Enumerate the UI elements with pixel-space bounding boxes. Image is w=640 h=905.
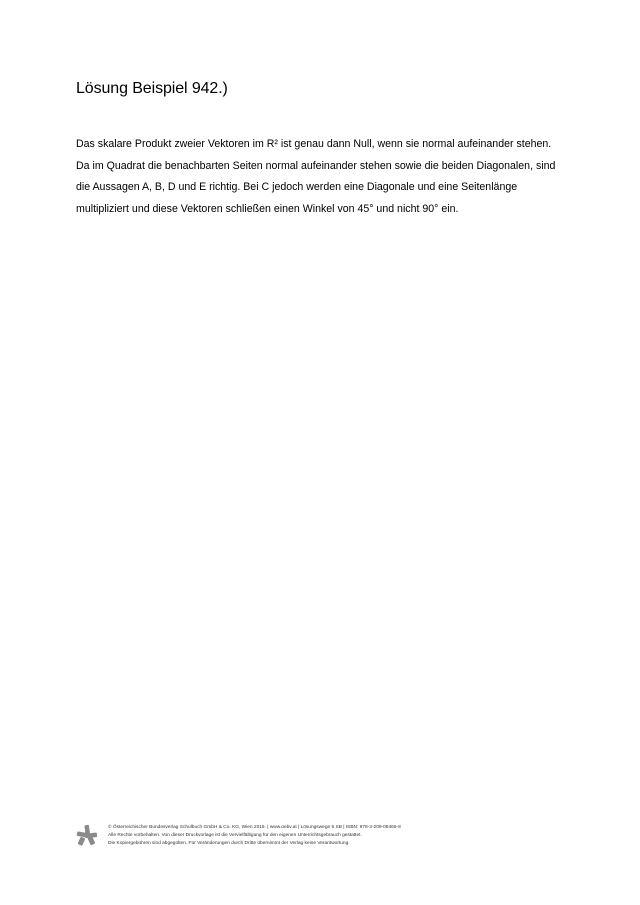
- copyright-line: © Österreichischer Bundesverlag Schulbuch GmbH & Co. KG, Wien 2015. | www.oebv.at | Lösungswege 5 SB | ISBN: 978-3-209-08466-8: [108, 825, 401, 830]
- paragraph-line: multipliziert und diese Vektoren schließen einen Winkel von 45° und nicht 90° ein.: [76, 202, 459, 215]
- page-footer: [76, 820, 556, 860]
- paragraph-line: Das skalare Produkt zweier Vektoren im R² ist genau dann Null, wenn sie normal aufeinander stehen.: [76, 138, 552, 150]
- paragraph-line: die Aussagen A, B, D und E richtig. Bei C jedoch werden eine Diagonale und eine Seitenlänge: [76, 181, 518, 193]
- publisher-star-logo-icon: [76, 824, 98, 846]
- copyright-notice: [108, 824, 401, 848]
- page-title: Lösung Beispiel 942.): [76, 80, 228, 97]
- fees-line: Die Kopiergebühren sind abgegolten. Für Veränderungen durch Dritte übernimmt der Verlag keine Verantwortung.: [108, 841, 350, 846]
- rights-line: Alle Rechte vorbehalten. Von dieser Druckvorlage ist die Vervielfältigung für den eigenen Unterrichtsgebrauch gestattet.: [108, 833, 362, 838]
- paragraph-line: Da im Quadrat die benachbarten Seiten normal aufeinander stehen sowie die beiden Diagonalen, sind: [76, 159, 556, 172]
- solution-paragraph: [76, 134, 576, 220]
